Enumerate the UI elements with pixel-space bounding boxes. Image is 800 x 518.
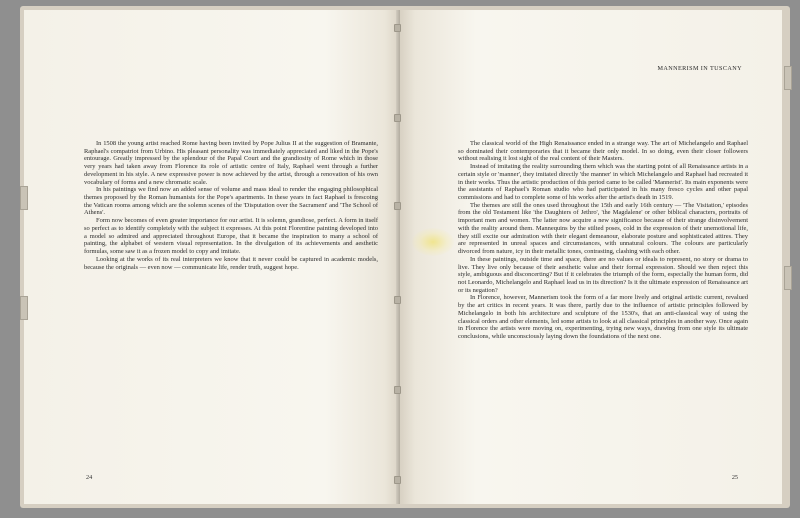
binding-hole <box>394 386 401 394</box>
left-page <box>24 10 400 504</box>
binding-hole <box>394 296 401 304</box>
right-paragraph-1: The classical world of the High Renaissance ended in a strange way. The art of Michelangelo and Raphael so dominated their contemporaries that it became their only model. In so doing, even their closer followers without realising it lost sight of the real content of their Masters. <box>458 140 748 163</box>
edge-tab <box>20 296 28 320</box>
left-paragraph-2: In his paintings we find now an added sense of volume and mass ideal to render the engaging philosophical themes proposed by the Roman humanists for the Pope's apartments. In these years in fact Raphael is frescoing the Vatican rooms among which are the solemn scenes of the 'Disputation over the Sacrament' and 'The School of Athens'. <box>84 186 378 217</box>
right-paragraph-3: The themes are still the ones used throughout the 15th and early 16th century — 'The Visitation,' episodes from the old Testament like 'the Daughters of Jethro', 'the Magdalene' or other biblical characters, portraits of important men and women. The latter now acquire a new significance because of their strange disinvolvement with the reality around them. Mannequins by the stilted poses, cold in the expression of their unemotional life, they still excite our admiration with their elegant demeanour, elaborate posture and sophisticated attires. They are represented in unreal spaces and circumstances, with unnatural colours. The colours are particularly divorced from nature, icy in their metallic tones, contrasting, clashing with each other. <box>458 201 748 256</box>
right-page-text <box>458 140 748 341</box>
left-page-number: 24 <box>86 474 93 481</box>
edge-tab <box>20 186 28 210</box>
right-page-number: 25 <box>731 474 738 481</box>
right-page <box>400 10 782 504</box>
left-paragraph-3: Form now becomes of even greater importance for our artist. It is solemn, grandiose, perfect. A form in itself so perfect as to identify completely with the subject it expresses. At this point Florentine painting developed into a model so admired and appreciated throughout Europe, that it became the inspiration to many a school of painting, the alphabet of western visual representation. In the divulgation of its achievements and aesthetic formulas, some saw it as a frozen model to copy and imitate. <box>84 217 378 256</box>
edge-tab <box>784 266 792 290</box>
edge-tab <box>784 66 792 90</box>
binding-glue-stain <box>412 228 454 256</box>
left-page-text <box>84 140 378 271</box>
running-head: MANNERISM IN TUSCANY <box>657 65 742 72</box>
binding-hole <box>394 114 401 122</box>
binding-hole <box>394 24 401 32</box>
right-paragraph-2: Instead of imitating the reality surrounding them which was the starting point of all Renaissance artists in a certain style or 'manner', they imitated directly 'the manner' in which Michelangelo and Raphael had recreated it in their works. Thus the artistic production of this period came to be called 'Mannerist'. Its main exponents were the assistants of Raphael's Roman studio who had participated in his many fresco cycles and other papal commissions and had to complete some of his works after the artist's death in 1519. <box>458 163 748 202</box>
right-paragraph-5: In Florence, however, Mannerism took the form of a far more lively and original artistic current, revalued by the art critics in recent years. It was there, partly due to the influence of artistic principles followed by Michelangelo in both his architecture and sculpture of the 1530's, that an anti-classical way of using the classical orders and other elements, led some artists to look at all classical principles in another way. Once again in Florence the artists were moving on, experimenting, trying new ways, drawing from one style its ultimate conclusions, while unconsciously laying down the foundations of the next one. <box>458 294 748 340</box>
left-paragraph-4: Looking at the works of its real interpreters we know that it never could be captured in academic models, because the originals — even now — communicate life, render truth, suggest hope. <box>84 255 378 271</box>
binding-hole <box>394 476 401 484</box>
left-paragraph-1: In 1508 the young artist reached Rome having been invited by Pope Julius II at the suggestion of Bramante, Raphael's compatriot from Urbino. His pleasant personality was immediately appreciated and liked in the Pope's entourage. Greatly impressed by the splendour of the Papal Court and the grandiosity of Rome which in those very years had taken away from Florence its role of artistic centre of Italy, Raphael went through a further development in his style. A new expressive power is now achieved by the artist, through a renovation of his own vocabulary of forms and a new chromatic scale. <box>84 140 378 186</box>
open-book <box>20 6 790 508</box>
right-paragraph-4: In these paintings, outside time and space, there are no values or ideals to represent, no story or drama to live. They live only because of their aesthetic value and their formal expression. Should we then reject this style, ambiguous and disconcerting? But if it celebrates the triumph of the form, especially the human form, did not Leonardo, Michelangelo and Raphael lead us in its direction? Is it the ultimate expression of Renaissance art or its negation? <box>458 255 748 294</box>
binding-hole <box>394 202 401 210</box>
